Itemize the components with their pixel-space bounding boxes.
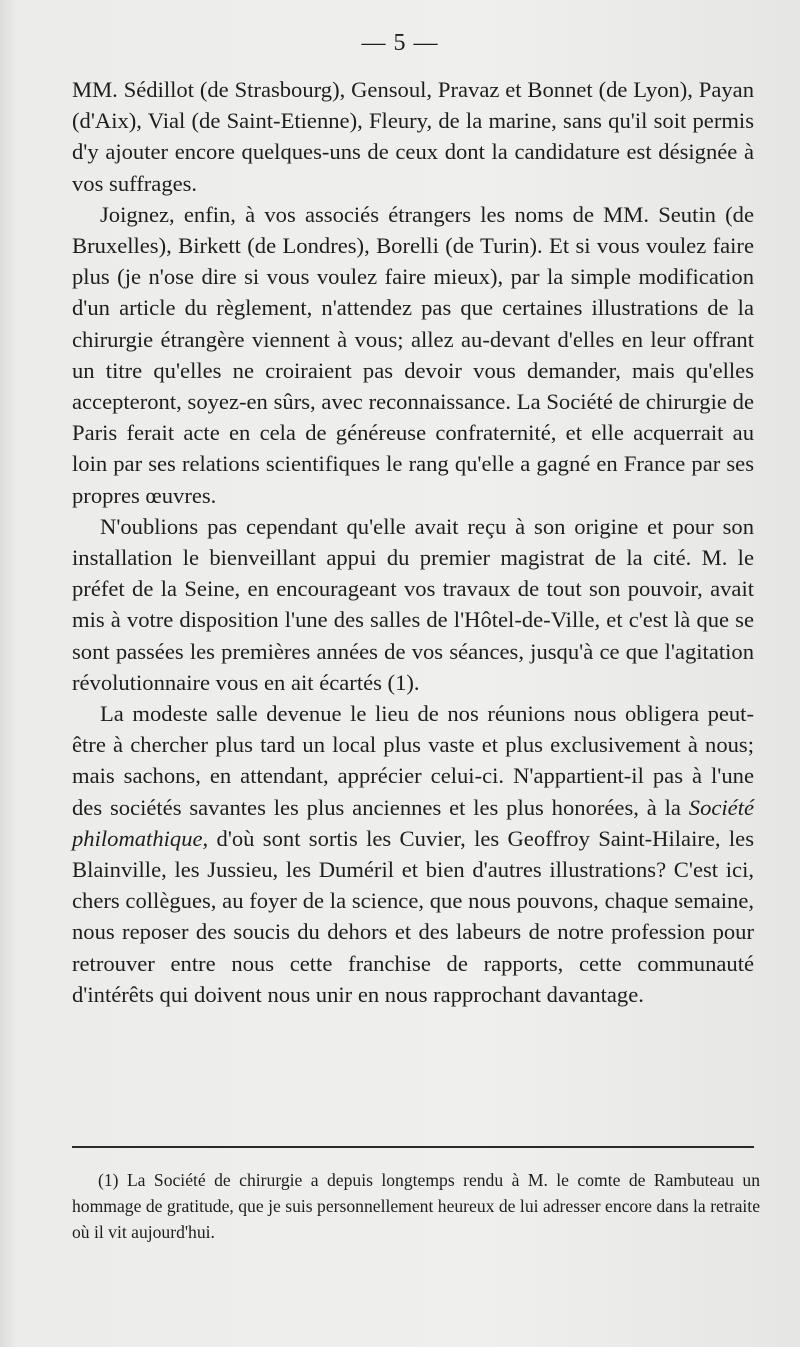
- societe-philomathique: Société philomathique: [72, 794, 754, 851]
- paragraph-salle: [72, 698, 754, 1010]
- paragraph-continuation: MM. Sédillot (de Strasbourg), Gensoul, Pravaz et Bonnet (de Lyon), Payan (d'Aix), Vial (de Saint-Etienne), Fleury, de la marine, sans qu'il soit permis d'y ajouter encore quelques-uns de ceux dont la candidature est désignée à vos suffrages.: [72, 77, 754, 196]
- paragraph-salle-start: La modeste salle devenue le lieu de nos réunions nous obligera peut-être à chercher plus tard un local plus vaste et plus exclusivement à nous; mais sachons, en attendant, apprécier celui-ci. N'appartient-il pas à l'une des sociétés savantes les plus anciennes et les plus honorées, à la: [72, 701, 754, 820]
- body-text: [72, 74, 754, 1010]
- page-number: — 5 —: [361, 30, 439, 56]
- paragraph-associes-etrangers: Joignez, enfin, à vos associés étrangers les noms de MM. Seutin (de Bruxelles), Birkett (de Londres), Borelli (de Turin). Et si vous voulez faire plus (je n'ose dire si vous voulez faire mieux), par la simple modification d'un article du règlement, n'attendez pas que certaines illustrations de la chirurgie étrangère viennent à vous; allez au-devant d'elles en leur offrant un titre qu'elles ne croiraient pas devoir vous demander, mais qu'elles accepteront, soyez-en sûrs, avec reconnaissance. La Société de chirurgie de Paris ferait acte en cela de généreuse confraternité, et elle acquerrait au loin par ses relations scientifiques le rang qu'elle a gagné en France par ses propres œuvres.: [72, 201, 754, 508]
- footnote-text: (1) La Société de chirurgie a depuis longtemps rendu à M. le comte de Rambuteau un hommage de gratitude, que je suis personnellement heureux de lui adresser encore dans la retraite où il vit aujourd'hui.: [72, 1170, 760, 1242]
- paragraph-installation: N'oublions pas cependant qu'elle avait reçu à son origine et pour son installation le bienveillant appui du premier magistrat de la cité. M. le préfet de la Seine, en encourageant vos travaux de tout son pouvoir, avait mis à votre disposition l'une des salles de l'Hôtel-de-Ville, et c'est là que se sont passées les premières années de vos séances, jusqu'à ce que l'agitation révolutionnaire vous en ait écartés (1).: [72, 513, 754, 695]
- footnote: [72, 1167, 760, 1245]
- footnote-rule: [72, 1146, 754, 1148]
- paragraph-salle-end: , d'où sont sortis les Cuvier, les Geoffroy Saint-Hilaire, les Blainville, les Jussieu, les Duméril et bien d'autres illustrations? C'est ici, chers collègues, au foyer de la science, que nous pouvons, chaque semaine, nous reposer des soucis du dehors et des labeurs de notre profession pour retrouver entre nous cette franchise de rapports, cette communauté d'intérêts qui doivent nous unir en nous rapprochant davantage.: [72, 825, 754, 1007]
